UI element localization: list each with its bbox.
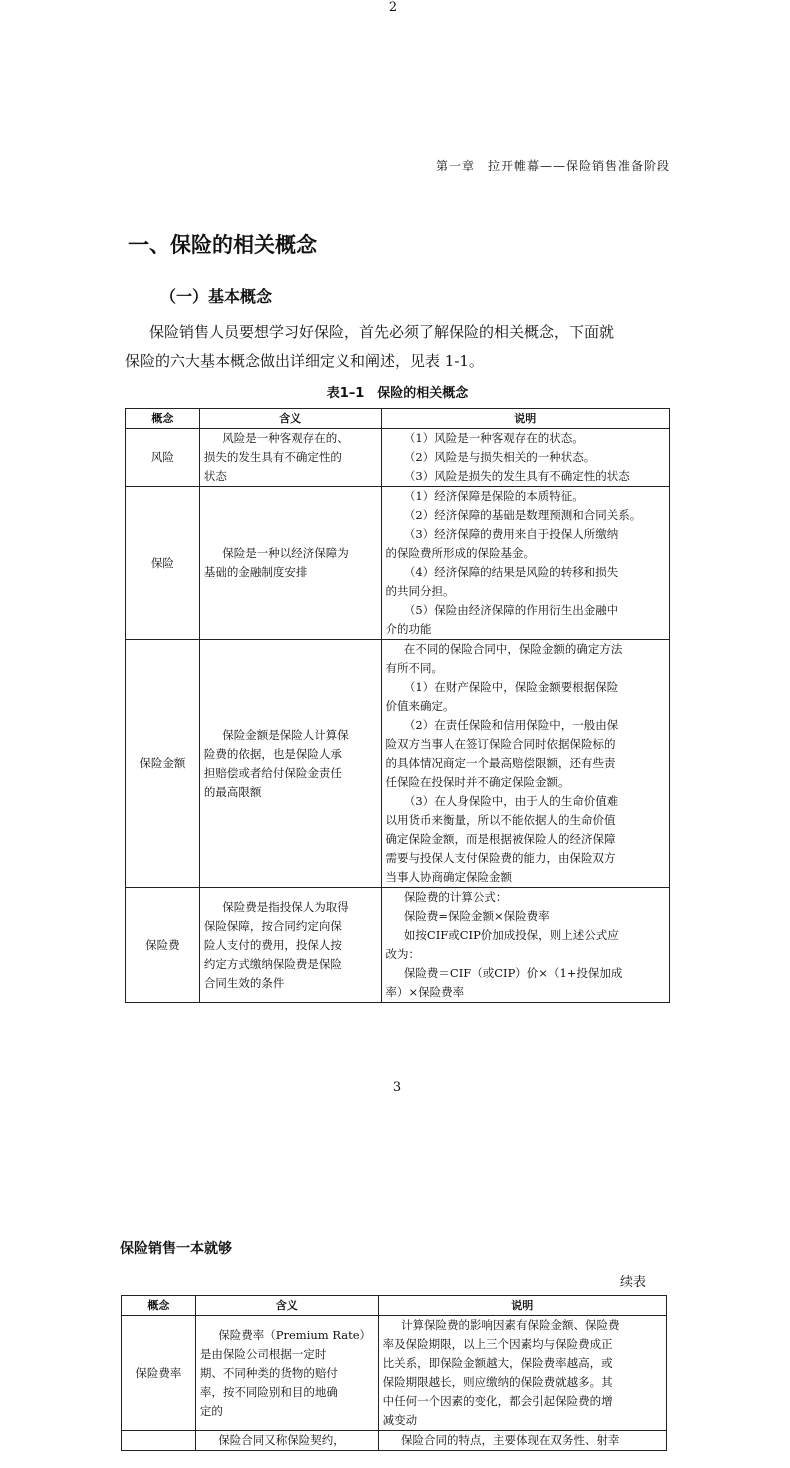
page-number: 3 — [392, 1080, 402, 1095]
concept-cell — [122, 1431, 196, 1451]
notes-line: 如按CIF或CIP价加成投保，则上述公式应 — [403, 928, 619, 942]
intro-line: 保险的六大基本概念做出详细定义和阐述，见表 1-1。 — [125, 352, 484, 370]
notes-line: 在不同的保险合同中，保险金额的确定方法 — [403, 642, 623, 656]
notes-line: 确定保险金额，而是根据被保险人的经济保障 — [385, 832, 616, 846]
notes-line: （1）在财产保险中，保险金额要根据保险 — [403, 680, 619, 694]
notes-line: 价值来确定。 — [385, 699, 455, 713]
meaning-cell — [199, 640, 381, 888]
meaning-cell — [195, 1316, 378, 1431]
intro-paragraph — [125, 318, 670, 376]
header-notes: 说明 — [381, 409, 669, 429]
notes-cell — [381, 640, 669, 888]
meaning-line: 合同生效的条件 — [203, 975, 285, 990]
notes-line: （3）风险是损失的发生具有不确定性的状态 — [403, 469, 630, 483]
meaning-line: 约定方式缴纳保险费是保险 — [203, 956, 342, 971]
concept-cell: 保险金额 — [126, 640, 200, 888]
notes-line: （1）风险是一种客观存在的状态。 — [403, 431, 584, 445]
notes-line: （2）在责任保险和信用保险中，一般由保 — [403, 718, 619, 732]
concept-cell: 保险 — [126, 487, 200, 640]
meaning-line: 的最高限额 — [203, 784, 262, 799]
notes-line: 保险费的计算公式： — [403, 890, 508, 904]
notes-cell — [381, 487, 669, 640]
table-header-row — [122, 1296, 667, 1316]
notes-line: 需要与投保人支付保险费的能力，由保险双方 — [385, 851, 616, 865]
notes-line: （2）经济保障的基础是数理预测和合同关系。 — [403, 508, 642, 522]
intro-line: 保险销售人员要想学习好保险，首先必须了解保险的相关概念，下面就 — [149, 323, 615, 341]
concepts-table-continued — [121, 1295, 667, 1451]
table-row — [126, 640, 670, 888]
notes-line: 以用货币来衡量，所以不能依据人的生命价值 — [385, 813, 616, 827]
notes-line: （3）在人身保险中，由于人的生命价值难 — [403, 794, 619, 808]
header-notes: 说明 — [378, 1296, 666, 1316]
notes-line: 率及保险期限，以上三个因素均与保险费成正 — [382, 1337, 613, 1351]
notes-line: 险双方当事人在签订保险合同时依据保险标的 — [385, 737, 616, 751]
notes-line: 改为： — [385, 947, 421, 961]
notes-line: 保险费＝CIF（或CIP）价×（1+投保加成 — [403, 966, 623, 980]
meaning-line: 保险费是指投保人为取得 — [222, 899, 349, 914]
concepts-table — [125, 408, 670, 1003]
concept-cell: 风险 — [126, 429, 200, 487]
meaning-line: 险人支付的费用，投保人按 — [203, 937, 342, 952]
notes-line: 任保险在投保时并不确定保险金额。 — [385, 775, 570, 789]
table-header-row — [126, 409, 670, 429]
book-header: 保险销售一本就够 — [120, 1241, 232, 1257]
meaning-cell — [195, 1431, 378, 1451]
table-row — [122, 1316, 667, 1431]
continued-label: 续表 — [620, 1275, 647, 1290]
notes-cell — [381, 429, 669, 487]
meaning-line: 保险保障，按合同约定向保 — [203, 918, 342, 933]
notes-line: （5）保险由经济保障的作用衍生出金融中 — [403, 603, 619, 617]
notes-cell — [378, 1316, 666, 1431]
notes-line: 保险合同的特点，主要体现在双务性、射幸 — [400, 1433, 620, 1447]
header-meaning: 含义 — [199, 409, 381, 429]
notes-line: 的具体情况商定一个最高赔偿限额，还有些责 — [385, 756, 616, 770]
meaning-line: 是由保险公司根据一定时 — [199, 1346, 327, 1361]
notes-line: （3）经济保障的费用来自于投保人所缴纳 — [403, 527, 619, 541]
header-concept: 概念 — [122, 1296, 196, 1316]
notes-line: 有所不同。 — [385, 661, 444, 675]
notes-line: 比关系，即保险金额越大，保险费率越高，或 — [382, 1356, 613, 1370]
running-header: 第一章 拉开帷幕——保险销售准备阶段 — [435, 159, 670, 173]
table-row — [122, 1431, 667, 1451]
notes-cell — [381, 888, 669, 1003]
notes-line: 减变动 — [382, 1413, 418, 1427]
meaning-cell — [199, 888, 381, 1003]
header-concept: 概念 — [126, 409, 200, 429]
page-number: 2 — [388, 0, 398, 15]
notes-line: 的保险费所形成的保险基金。 — [385, 546, 536, 560]
meaning-line: 定的 — [199, 1403, 223, 1418]
meaning-line: 风险是一种客观存在的、 — [222, 431, 349, 445]
meaning-line: 保险金额是保险人计算保 — [222, 727, 349, 742]
notes-line: 率）×保险费率 — [385, 985, 465, 999]
notes-cell — [378, 1431, 666, 1451]
notes-line: （2）风险是与损失相关的一种状态。 — [403, 450, 596, 464]
meaning-line: 险费的依据，也是保险人承 — [203, 746, 342, 761]
meaning-line: 损失的发生具有不确定性的 — [203, 450, 342, 464]
notes-line: 保险期限越长，则应缴纳的保险费就越多。其 — [382, 1375, 613, 1389]
meaning-line: 率，按不同险别和目的地确 — [199, 1384, 338, 1399]
section-title: 一、保险的相关概念 — [128, 233, 317, 257]
meaning-cell — [199, 429, 381, 487]
table-caption: 表1–1 保险的相关概念 — [326, 386, 469, 401]
meaning-line: 期、不同种类的货物的赔付 — [199, 1365, 338, 1380]
meaning-line: 状态 — [203, 469, 227, 483]
table-row — [126, 888, 670, 1003]
table-row — [126, 429, 670, 487]
notes-line: 当事人协商确定保险金额 — [385, 870, 513, 884]
concept-cell: 保险费率 — [122, 1316, 196, 1431]
notes-line: 计算保险费的影响因素有保险金额、保险费 — [400, 1318, 620, 1332]
subsection-title: （一）基本概念 — [160, 287, 273, 306]
notes-line: 的共同分担。 — [385, 584, 455, 598]
meaning-line: 保险是一种以经济保障为 — [222, 546, 349, 560]
notes-line: 中任何一个因素的变化，都会引起保险费的增 — [382, 1394, 613, 1408]
notes-line: 保险费=保险金额×保险费率 — [403, 909, 550, 923]
meaning-line: 保险费率（Premium Rate） — [218, 1327, 372, 1342]
meaning-line: 保险合同又称保险契约， — [218, 1433, 345, 1447]
meaning-line: 担赔偿或者给付保险金责任 — [203, 765, 342, 780]
table-row — [126, 487, 670, 640]
concept-cell: 保险费 — [126, 888, 200, 1003]
header-meaning: 含义 — [195, 1296, 378, 1316]
meaning-line: 基础的金融制度安排 — [203, 565, 308, 579]
notes-line: （1）经济保障是保险的本质特征。 — [403, 489, 584, 503]
meaning-cell — [199, 487, 381, 640]
notes-line: （4）经济保障的结果是风险的转移和损失 — [403, 565, 619, 579]
notes-line: 介的功能 — [385, 622, 432, 636]
